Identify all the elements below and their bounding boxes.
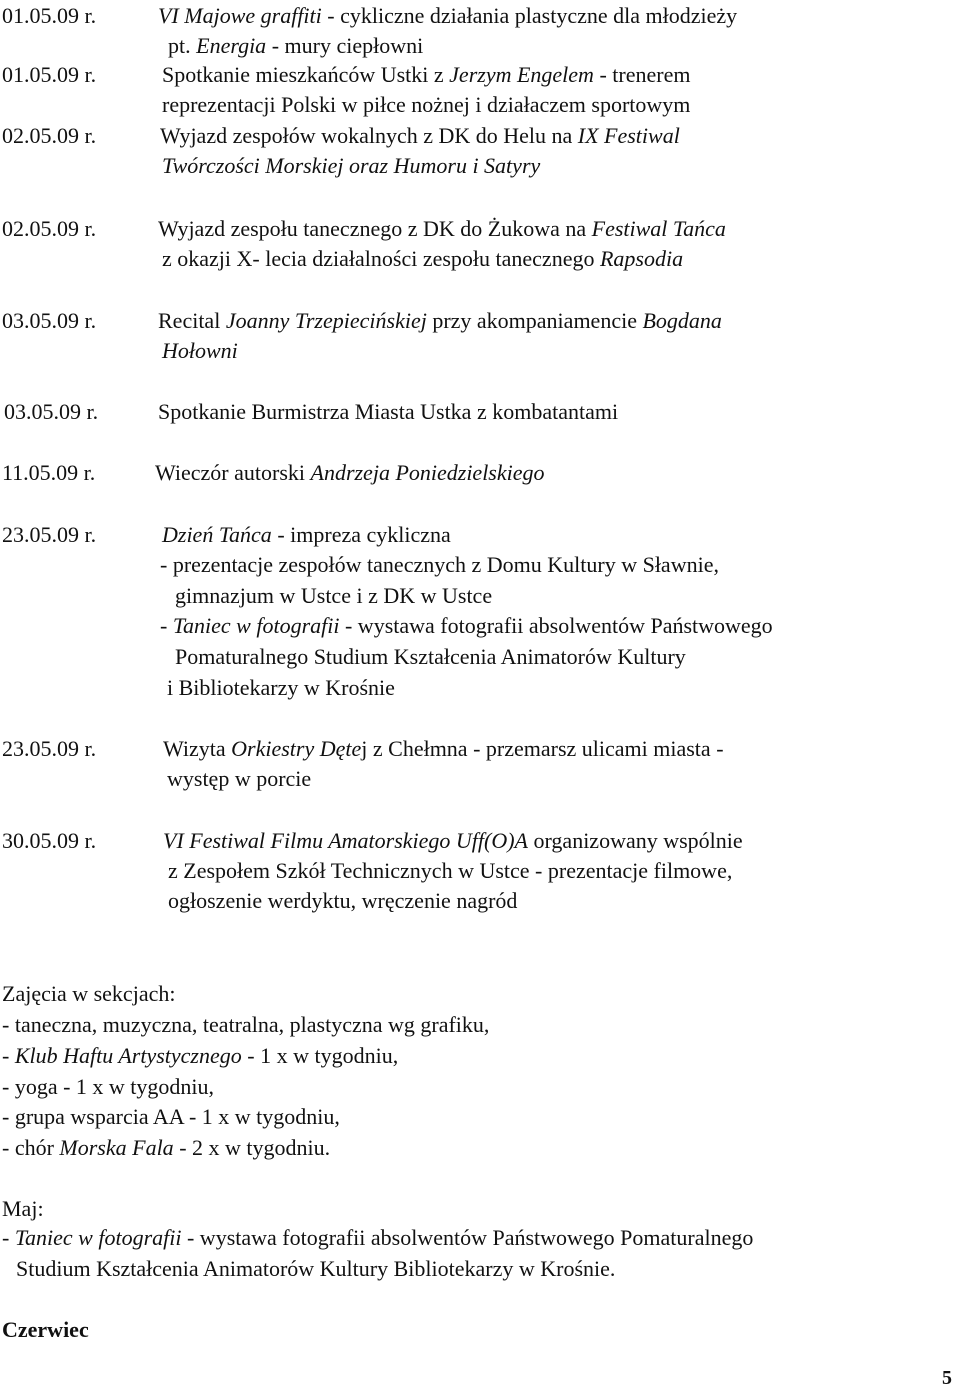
event-description-line [155, 460, 545, 486]
italic-text: Taniec w fotografii [14, 1225, 182, 1250]
text-segment: Wizyta [163, 736, 232, 761]
italic-text: VI Majowe graffiti [158, 3, 322, 28]
event-description-line [175, 583, 492, 609]
italic-text: Klub Haftu Artystycznego [14, 1043, 242, 1068]
italic-text: Jerzym Engelem [449, 62, 594, 87]
text-segment: gimnazjum w Ustce i z DK w Ustce [175, 583, 493, 608]
text-segment: - [2, 1225, 15, 1250]
text-segment: Studium Kształcenia Animatorów Kultury Bibliotekarzy w Krośnie. [16, 1256, 616, 1281]
text-segment: - 2 x w tygodniu. [173, 1135, 331, 1160]
event-description-line [158, 216, 726, 242]
event-description-line [162, 92, 690, 118]
italic-text: IX Festiwal [577, 123, 680, 148]
text-segment: - prezentacje zespołów tanecznych z Domu Kultury w Sławnie, [160, 552, 719, 577]
italic-text: Dzień Tańca [162, 522, 272, 547]
italic-text: Rapsodia [599, 246, 684, 271]
event-date: 03.05.09 r. [2, 308, 97, 333]
italic-text: Energia [196, 33, 267, 58]
event-description-line [162, 246, 683, 272]
sections-heading: Zajęcia w sekcjach: [2, 981, 176, 1006]
text-segment: Wyjazd zespołu tanecznego z DK do Żukowa na [158, 216, 592, 241]
text-segment: - [160, 613, 173, 638]
text-segment: Spotkanie mieszkańców Ustki z [162, 62, 450, 87]
event-description-line [167, 766, 311, 792]
event-description-line [158, 3, 737, 29]
event-description-line [175, 644, 686, 670]
text-segment: - wystawa fotografii absolwentów Państwowego [339, 613, 773, 638]
event-description-line [162, 338, 238, 364]
event-description-line [163, 736, 724, 762]
section-list-item [2, 1012, 489, 1038]
text-segment: Wyjazd zespołów wokalnych z DK do Helu na [160, 123, 578, 148]
event-description-line [168, 858, 732, 884]
event-date: 01.05.09 r. [2, 62, 97, 87]
event-date: 23.05.09 r. [2, 522, 97, 547]
italic-text: Festiwal Tańca [591, 216, 726, 241]
text-segment: Pomaturalnego Studium Kształcenia Animatorów Kultury [175, 644, 686, 669]
text-segment: - taneczna, muzyczna, teatralna, plastyczna wg grafiku, [2, 1012, 490, 1037]
text-segment: - yoga - 1 x w tygodniu, [2, 1074, 215, 1099]
italic-text: Joanny Trzepiecińskiej [225, 308, 427, 333]
event-date: 01.05.09 r. [2, 3, 97, 28]
event-description-line [162, 62, 690, 88]
event-description-line [160, 613, 773, 639]
text-segment: z Zespołem Szkół Technicznych w Ustce - prezentacje filmowe, [168, 858, 733, 883]
event-description-line [160, 123, 680, 149]
event-description-line [168, 33, 423, 59]
text-segment: - grupa wsparcia AA - 1 x w tygodniu, [2, 1104, 340, 1129]
section-list-item [2, 1043, 398, 1069]
event-description-line [167, 675, 395, 701]
italic-text: Hołowni [162, 338, 238, 363]
event-description-line [163, 828, 743, 854]
italic-text: Andrzeja Poniedzielskiego [310, 460, 545, 485]
italic-text: Bogdana [642, 308, 722, 333]
text-segment: reprezentacji Polski w piłce nożnej i działaczem sportowym [162, 92, 691, 117]
italic-text: Morska Fala [59, 1135, 174, 1160]
event-description-line [162, 522, 451, 548]
text-segment: występ w porcie [167, 766, 312, 791]
maj-heading: Maj: [2, 1196, 44, 1221]
event-description-line [158, 399, 618, 425]
event-description-line [168, 888, 517, 914]
text-segment: i Bibliotekarzy w Krośnie [167, 675, 395, 700]
text-segment: przy akompaniamencie [426, 308, 643, 333]
next-month-heading: Czerwiec [2, 1317, 89, 1342]
maj-line [16, 1256, 615, 1282]
page-number: 5 [942, 1367, 952, 1389]
event-description-line [160, 552, 719, 578]
text-segment: - [2, 1043, 15, 1068]
maj-line [2, 1225, 753, 1251]
text-segment: Recital [158, 308, 226, 333]
italic-text: VI Festiwal Filmu Amatorskiego Uff(O)A [163, 828, 528, 853]
text-segment: - chór [2, 1135, 60, 1160]
event-date: 02.05.09 r. [2, 216, 97, 241]
event-description-line [162, 153, 540, 179]
italic-text: Taniec w fotografii [172, 613, 340, 638]
event-description-line [158, 308, 722, 334]
text-segment: - impreza cykliczna [271, 522, 451, 547]
section-list-item [2, 1104, 340, 1130]
text-segment: ogłoszenie werdyktu, wręczenie nagród [168, 888, 518, 913]
text-segment: pt. [168, 33, 197, 58]
text-segment: j z Chełmna - przemarsz ulicami miasta - [361, 736, 724, 761]
italic-text: Twórczości Morskiej oraz Humoru i Satyry [162, 153, 541, 178]
event-date: 02.05.09 r. [2, 123, 97, 148]
text-segment: Spotkanie Burmistrza Miasta Ustka z kombatantami [158, 399, 619, 424]
text-segment: - wystawa fotografii absolwentów Państwowego Pomaturalnego [181, 1225, 754, 1250]
text-segment: - trenerem [593, 62, 691, 87]
text-segment: organizowany wspólnie [528, 828, 743, 853]
event-date: 11.05.09 r. [2, 460, 96, 485]
event-date: 03.05.09 r. [4, 399, 99, 424]
event-date: 30.05.09 r. [2, 828, 97, 853]
text-segment: - mury ciepłowni [266, 33, 424, 58]
section-list-item [2, 1135, 330, 1161]
text-segment: - 1 x w tygodniu, [241, 1043, 399, 1068]
text-segment: Wieczór autorski [155, 460, 311, 485]
section-list-item [2, 1074, 214, 1100]
italic-text: Orkiestry Dęte [231, 736, 362, 761]
event-date: 23.05.09 r. [2, 736, 97, 761]
text-segment: z okazji X- lecia działalności zespołu tanecznego [162, 246, 600, 271]
text-segment: - cykliczne działania plastyczne dla młodzieży [321, 3, 738, 28]
